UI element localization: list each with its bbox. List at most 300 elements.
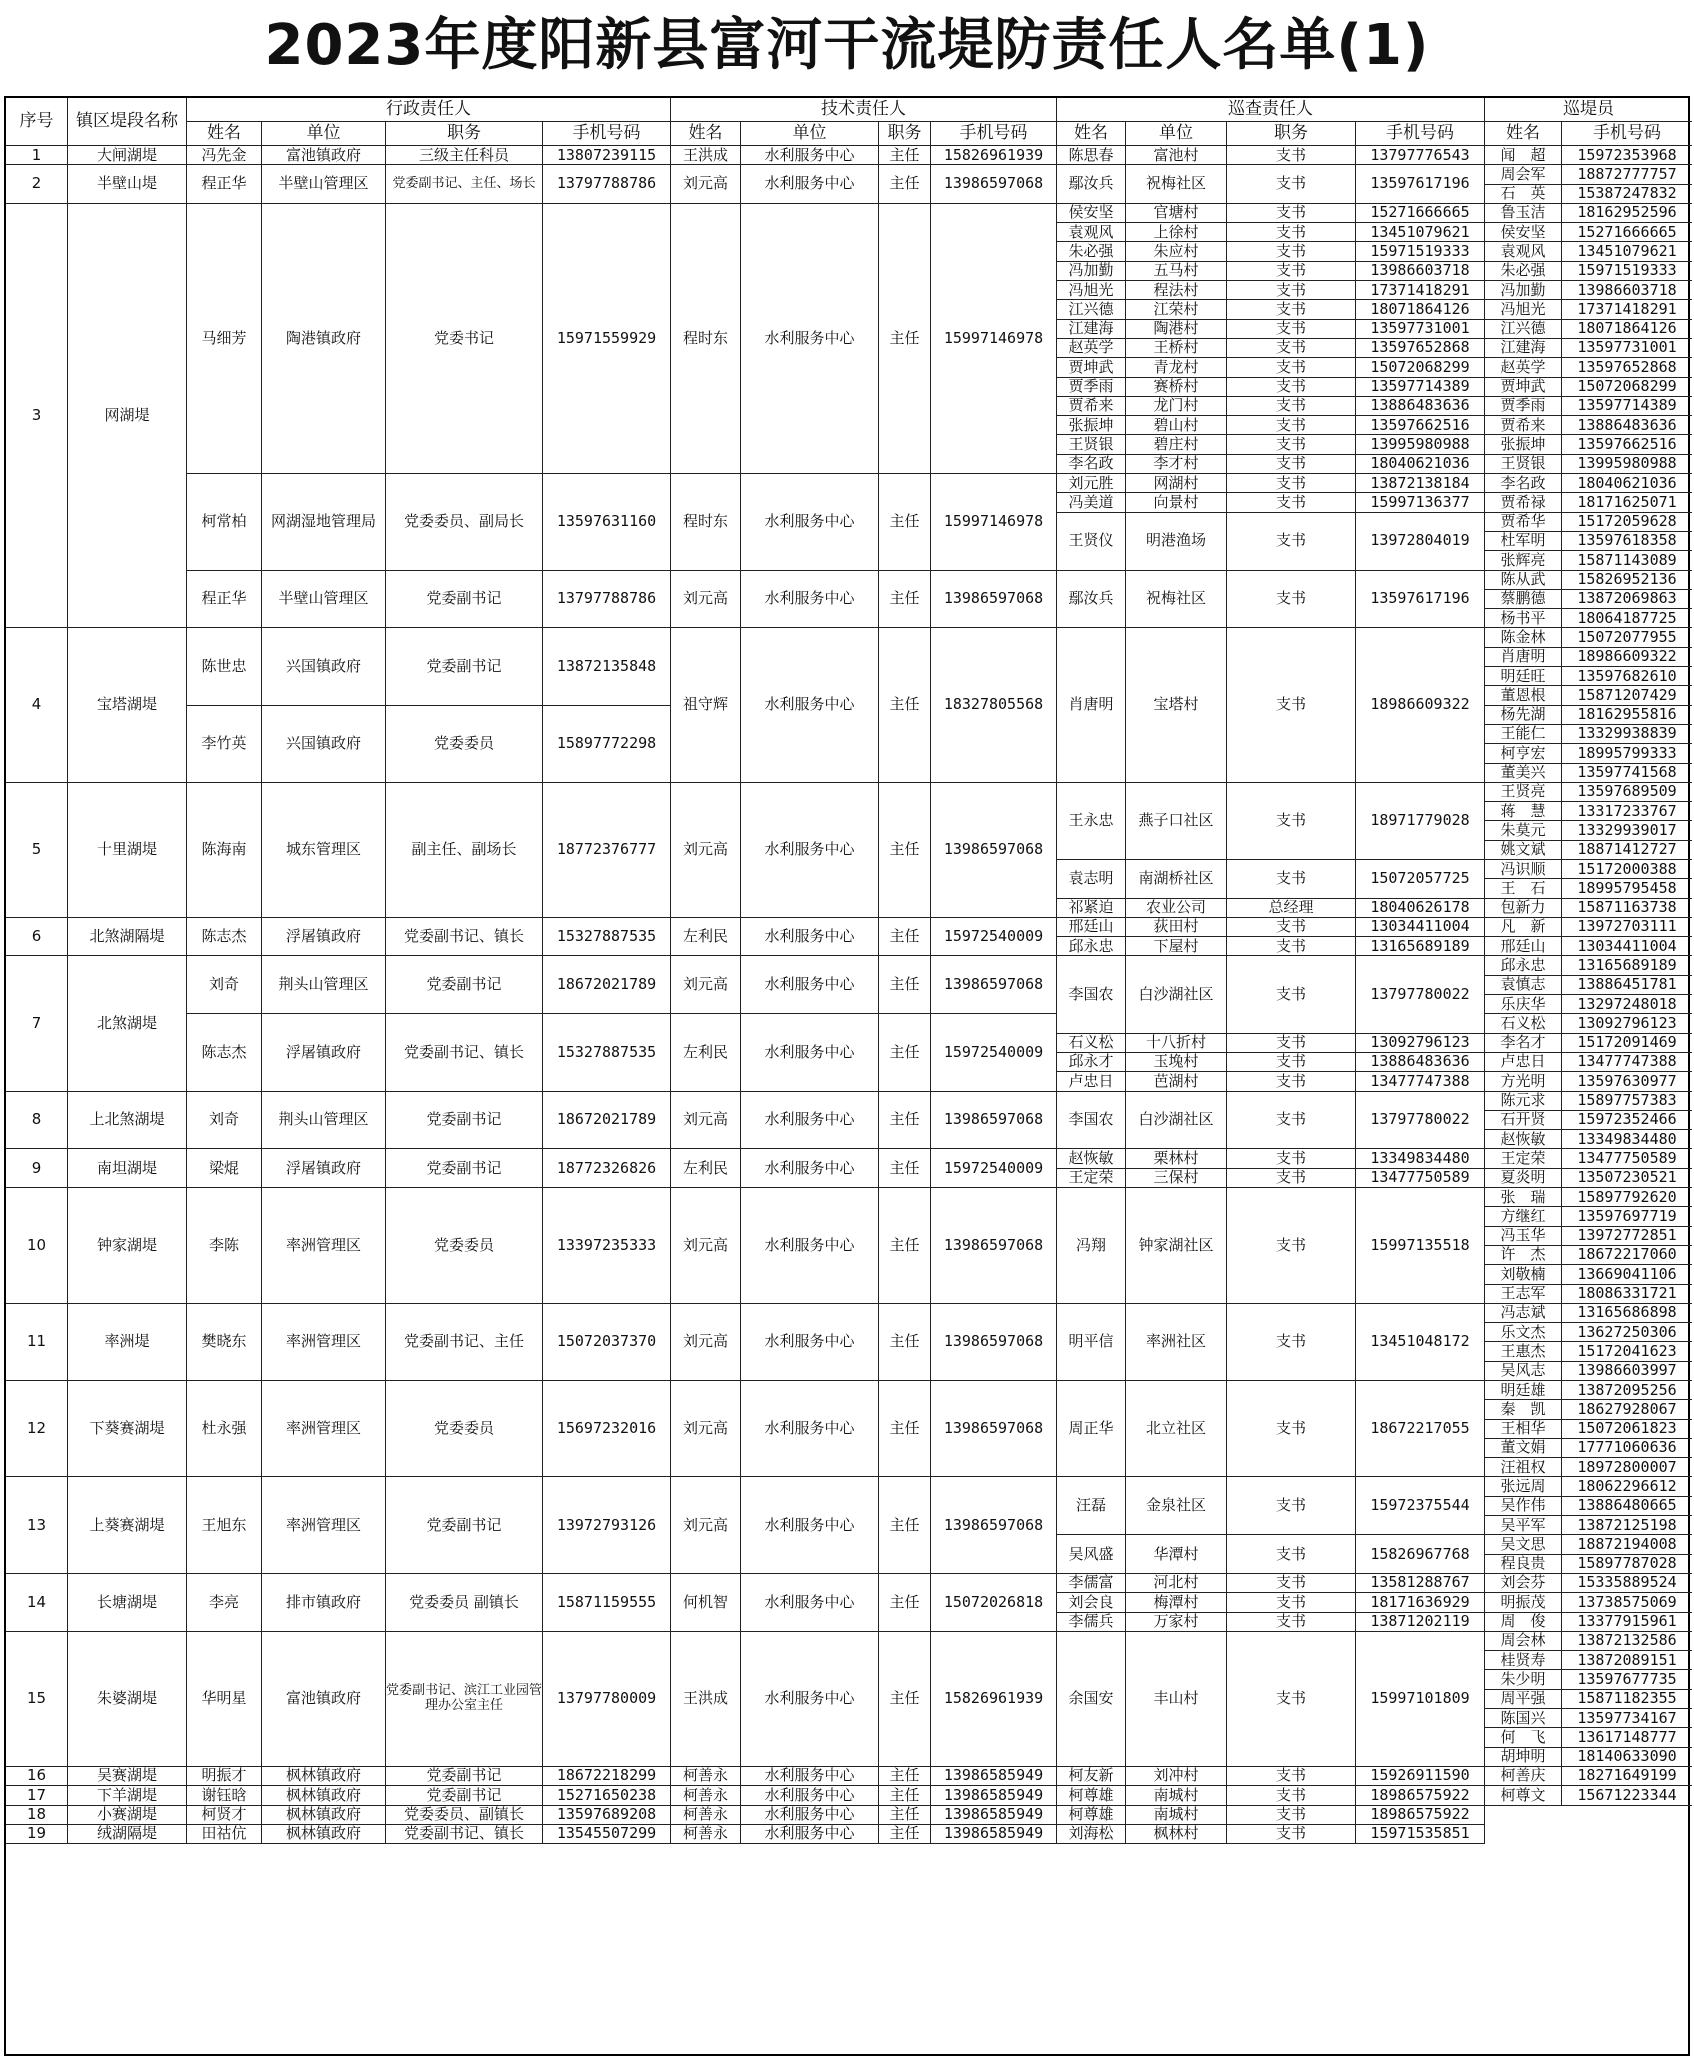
cell-admin-name: 樊晓东	[187, 1304, 262, 1381]
cell-watcher-name: 侯安坚	[1485, 223, 1562, 242]
cell-tech-role: 主任	[879, 1786, 931, 1805]
cell-tech-name: 柯善永	[671, 1806, 741, 1825]
cell-seq: 7	[6, 956, 68, 1091]
cell-seq: 16	[6, 1767, 68, 1786]
cell-watcher-name: 张 瑞	[1485, 1188, 1562, 1207]
cell-patrol-phone: 18040626178	[1356, 899, 1485, 918]
cell-admin-unit: 枫林镇政府	[262, 1786, 386, 1805]
cell-admin-name: 田祜伉	[187, 1825, 262, 1844]
cell-watcher-name: 蔡鹏德	[1485, 590, 1562, 609]
cell-patrol-phone: 15997135518	[1356, 1188, 1485, 1304]
cell-tech-unit: 水利服务中心	[741, 1381, 879, 1477]
cell-tech-phone: 15972540009	[931, 918, 1057, 957]
cell-watcher-name: 刘敬楠	[1485, 1265, 1562, 1284]
cell-patrol-phone: 13597617196	[1356, 571, 1485, 629]
cell-admin-role: 党委副书记	[386, 1767, 543, 1786]
cell-watcher-phone: 15387247832	[1562, 185, 1692, 204]
cell-patrol-unit: 农业公司	[1126, 899, 1227, 918]
cell-levee-name: 下葵赛湖堤	[68, 1381, 187, 1477]
cell-watcher-phone: 18972800007	[1562, 1458, 1692, 1477]
cell-tech-unit: 水利服务中心	[741, 1825, 879, 1844]
cell-patrol-name: 李国农	[1057, 956, 1126, 1033]
cell-admin-role: 党委委员、副局长	[386, 474, 543, 570]
header-admin-role: 职务	[386, 122, 543, 146]
cell-tech-unit: 水利服务中心	[741, 1149, 879, 1188]
cell-tech-role: 主任	[879, 1632, 931, 1767]
cell-tech-phone: 15072026818	[931, 1574, 1057, 1632]
cell-admin-unit: 兴国镇政府	[262, 628, 386, 705]
cell-patrol-name: 冯美道	[1057, 493, 1126, 512]
cell-watcher-name: 杜军明	[1485, 532, 1562, 551]
cell-watcher-phone: 13886483636	[1562, 416, 1692, 435]
cell-tech-phone: 15997146978	[931, 474, 1057, 570]
cell-watcher-phone: 13297248018	[1562, 995, 1692, 1014]
cell-admin-unit: 城东管理区	[262, 783, 386, 918]
cell-watcher-phone: 15072077955	[1562, 628, 1692, 647]
header-watcher-group: 巡堤员	[1485, 98, 1692, 122]
cell-admin-role: 党委副书记	[386, 1092, 543, 1150]
cell-watcher-phone: 13165686898	[1562, 1304, 1692, 1323]
cell-patrol-name: 祁紧迫	[1057, 899, 1126, 918]
cell-watcher-name: 杨先湖	[1485, 706, 1562, 725]
cell-watcher-name: 朱莫元	[1485, 821, 1562, 840]
cell-watcher-name: 冯玉华	[1485, 1227, 1562, 1246]
cell-patrol-phone: 18071864126	[1356, 300, 1485, 319]
cell-watcher-name: 石义松	[1485, 1014, 1562, 1033]
cell-patrol-unit: 江荣村	[1126, 300, 1227, 319]
cell-tech-name: 柯善永	[671, 1767, 741, 1786]
cell-watcher-name: 张振坤	[1485, 435, 1562, 454]
cell-patrol-role: 支书	[1227, 860, 1356, 899]
cell-admin-phone: 18772376777	[543, 783, 671, 918]
header-tech-unit: 单位	[741, 122, 879, 146]
cell-admin-role: 党委副书记	[386, 628, 543, 705]
cell-patrol-name: 卢忠日	[1057, 1072, 1126, 1091]
cell-watcher-phone: 15871143089	[1562, 551, 1692, 570]
cell-patrol-unit: 下屋村	[1126, 937, 1227, 956]
cell-patrol-unit: 南城村	[1126, 1806, 1227, 1825]
cell-watcher-name: 董恩根	[1485, 686, 1562, 705]
cell-admin-role: 副主任、副场长	[386, 783, 543, 918]
cell-watcher-phone: 18162955816	[1562, 706, 1692, 725]
cell-levee-name: 北煞湖堤	[68, 956, 187, 1091]
cell-patrol-unit: 丰山村	[1126, 1632, 1227, 1767]
cell-watcher-phone: 15671223344	[1562, 1786, 1692, 1805]
cell-patrol-role: 支书	[1227, 1632, 1356, 1767]
cell-patrol-role: 支书	[1227, 146, 1356, 165]
cell-patrol-name: 鄢汝兵	[1057, 165, 1126, 204]
cell-seq: 12	[6, 1381, 68, 1477]
cell-patrol-phone: 13477750589	[1356, 1169, 1485, 1188]
cell-watcher-name: 许 杰	[1485, 1246, 1562, 1265]
cell-tech-unit: 水利服务中心	[741, 1092, 879, 1150]
cell-tech-phone: 13986597068	[931, 1477, 1057, 1573]
cell-patrol-role: 支书	[1227, 300, 1356, 319]
cell-watcher-name: 陈从武	[1485, 571, 1562, 590]
cell-tech-unit: 水利服务中心	[741, 204, 879, 474]
cell-watcher-phone: 17771060636	[1562, 1439, 1692, 1458]
cell-watcher-name: 周 俊	[1485, 1613, 1562, 1632]
cell-levee-name: 半壁山堤	[68, 165, 187, 204]
cell-tech-name: 刘元高	[671, 956, 741, 1014]
cell-watcher-phone: 13872125198	[1562, 1516, 1692, 1535]
cell-levee-name: 上葵赛湖堤	[68, 1477, 187, 1573]
cell-levee-name: 绒湖隔堤	[68, 1825, 187, 1844]
cell-levee-name: 上北煞湖堤	[68, 1092, 187, 1150]
cell-patrol-phone: 13886483636	[1356, 1053, 1485, 1072]
cell-levee-name: 宝塔湖堤	[68, 628, 187, 782]
cell-patrol-unit: 白沙湖社区	[1126, 956, 1227, 1033]
cell-admin-unit: 荆头山管理区	[262, 1092, 386, 1150]
cell-watcher-name: 王志军	[1485, 1285, 1562, 1304]
cell-watcher-phone: 13597682610	[1562, 667, 1692, 686]
cell-watcher-phone: 13597630977	[1562, 1072, 1692, 1091]
cell-watcher-phone: 13597618358	[1562, 532, 1692, 551]
cell-patrol-unit: 北立社区	[1126, 1381, 1227, 1477]
cell-patrol-unit: 率洲社区	[1126, 1304, 1227, 1381]
cell-watcher-phone: 15072068299	[1562, 378, 1692, 397]
cell-admin-phone: 13972793126	[543, 1477, 671, 1573]
cell-patrol-role: 支书	[1227, 783, 1356, 860]
cell-watcher-phone: 13597714389	[1562, 397, 1692, 416]
cell-admin-unit: 枫林镇政府	[262, 1806, 386, 1825]
cell-watcher-phone: 13451079621	[1562, 242, 1692, 261]
cell-tech-phone: 13986585949	[931, 1806, 1057, 1825]
cell-watcher-name: 柯尊文	[1485, 1786, 1562, 1805]
cell-watcher-phone: 13597689509	[1562, 783, 1692, 802]
cell-levee-name: 北煞湖隔堤	[68, 918, 187, 957]
cell-watcher-phone: 13886451781	[1562, 976, 1692, 995]
cell-patrol-phone: 15997136377	[1356, 493, 1485, 512]
header-tech-phone: 手机号码	[931, 122, 1057, 146]
cell-admin-phone: 15271650238	[543, 1786, 671, 1805]
cell-watcher-name: 冯加勤	[1485, 281, 1562, 300]
cell-tech-role: 主任	[879, 474, 931, 570]
cell-watcher-name: 李名政	[1485, 474, 1562, 493]
cell-seq: 2	[6, 165, 68, 204]
cell-watcher-phone: 13597697719	[1562, 1207, 1692, 1226]
cell-tech-role: 主任	[879, 1477, 931, 1573]
header-admin-phone: 手机号码	[543, 122, 671, 146]
cell-patrol-unit: 龙门村	[1126, 397, 1227, 416]
cell-admin-unit: 率洲管理区	[262, 1304, 386, 1381]
cell-patrol-role: 支书	[1227, 1072, 1356, 1091]
cell-watcher-phone: 18171625071	[1562, 493, 1692, 512]
cell-patrol-role: 支书	[1227, 1806, 1356, 1825]
cell-patrol-name: 贾希来	[1057, 397, 1126, 416]
cell-admin-phone: 13872135848	[543, 628, 671, 705]
cell-patrol-role: 支书	[1227, 474, 1356, 493]
cell-admin-phone: 13797788786	[543, 165, 671, 204]
cell-patrol-phone: 18986575922	[1356, 1786, 1485, 1805]
cell-admin-phone: 18672218299	[543, 1767, 671, 1786]
cell-tech-unit: 水利服务中心	[741, 1304, 879, 1381]
cell-admin-name: 梁焜	[187, 1149, 262, 1188]
cell-patrol-unit: 上徐村	[1126, 223, 1227, 242]
cell-watcher-name: 王能仁	[1485, 725, 1562, 744]
cell-watcher-phone: 18672217060	[1562, 1246, 1692, 1265]
cell-patrol-unit: 朱应村	[1126, 242, 1227, 261]
cell-tech-role: 主任	[879, 1304, 931, 1381]
cell-tech-name: 刘元高	[671, 165, 741, 204]
cell-patrol-phone: 13972804019	[1356, 513, 1485, 571]
cell-watcher-phone: 15826952136	[1562, 571, 1692, 590]
cell-watcher-phone: 13597652868	[1562, 358, 1692, 377]
cell-patrol-name: 刘海松	[1057, 1825, 1126, 1844]
cell-admin-phone: 13797780009	[543, 1632, 671, 1767]
cell-watcher-name: 贾希华	[1485, 513, 1562, 532]
cell-admin-name: 马细芳	[187, 204, 262, 474]
cell-watcher-name: 方光明	[1485, 1072, 1562, 1091]
cell-patrol-phone: 13451048172	[1356, 1304, 1485, 1381]
cell-patrol-phone: 15072068299	[1356, 358, 1485, 377]
cell-watcher-name: 柯亨宏	[1485, 744, 1562, 763]
cell-patrol-phone: 13034411004	[1356, 918, 1485, 937]
cell-tech-phone: 13986597068	[931, 571, 1057, 629]
cell-admin-name: 程正华	[187, 571, 262, 629]
cell-patrol-name: 冯加勤	[1057, 262, 1126, 281]
cell-tech-unit: 水利服务中心	[741, 1786, 879, 1805]
cell-patrol-role: 支书	[1227, 416, 1356, 435]
cell-admin-unit: 富池镇政府	[262, 146, 386, 165]
cell-patrol-role: 支书	[1227, 1786, 1356, 1805]
cell-watcher-name: 王相华	[1485, 1420, 1562, 1439]
cell-patrol-name: 刘元胜	[1057, 474, 1126, 493]
header-patrol-group: 巡查责任人	[1057, 98, 1485, 122]
cell-watcher-phone: 15971519333	[1562, 262, 1692, 281]
cell-admin-phone: 15897772298	[543, 706, 671, 783]
cell-watcher-name: 董美兴	[1485, 764, 1562, 783]
cell-watcher-name: 柯善庆	[1485, 1767, 1562, 1786]
cell-watcher-phone: 13738575069	[1562, 1593, 1692, 1612]
cell-patrol-name: 柯尊雄	[1057, 1786, 1126, 1805]
cell-patrol-phone: 13451079621	[1356, 223, 1485, 242]
cell-admin-role: 党委书记	[386, 204, 543, 474]
cell-tech-name: 王洪成	[671, 146, 741, 165]
cell-watcher-name: 乐文杰	[1485, 1323, 1562, 1342]
cell-tech-name: 左利民	[671, 1014, 741, 1091]
cell-seq: 13	[6, 1477, 68, 1573]
cell-patrol-unit: 梅潭村	[1126, 1593, 1227, 1612]
cell-watcher-phone: 13165689189	[1562, 956, 1692, 975]
header-patrol-phone: 手机号码	[1356, 122, 1485, 146]
cell-tech-name: 刘元高	[671, 1304, 741, 1381]
cell-tech-unit: 水利服务中心	[741, 918, 879, 957]
cell-patrol-unit: 燕子口社区	[1126, 783, 1227, 860]
cell-watcher-name: 杨书平	[1485, 609, 1562, 628]
cell-tech-name: 刘元高	[671, 1188, 741, 1304]
cell-admin-unit: 枫林镇政府	[262, 1767, 386, 1786]
cell-admin-role: 党委委员 副镇长	[386, 1574, 543, 1632]
cell-patrol-phone: 15926911590	[1356, 1767, 1485, 1786]
cell-patrol-unit: 网湖村	[1126, 474, 1227, 493]
cell-watcher-name: 周会军	[1485, 165, 1562, 184]
cell-admin-unit: 率洲管理区	[262, 1188, 386, 1304]
cell-patrol-role: 支书	[1227, 165, 1356, 204]
cell-tech-name: 左利民	[671, 918, 741, 957]
cell-watcher-name: 董文娟	[1485, 1439, 1562, 1458]
cell-watcher-name: 吴文思	[1485, 1535, 1562, 1554]
cell-admin-unit: 陶港镇政府	[262, 204, 386, 474]
cell-patrol-phone: 15826967768	[1356, 1535, 1485, 1574]
cell-watcher-name: 凡 新	[1485, 918, 1562, 937]
cell-watcher-name: 周平强	[1485, 1690, 1562, 1709]
cell-tech-phone: 15997146978	[931, 204, 1057, 474]
cell-watcher-name: 王贤银	[1485, 455, 1562, 474]
cell-tech-name: 柯善永	[671, 1825, 741, 1844]
cell-watcher-phone: 18986609322	[1562, 648, 1692, 667]
cell-patrol-name: 李名政	[1057, 455, 1126, 474]
cell-admin-role: 党委副书记	[386, 1786, 543, 1805]
header-tech-name: 姓名	[671, 122, 741, 146]
cell-patrol-role: 支书	[1227, 223, 1356, 242]
header-seq: 序号	[6, 98, 68, 146]
cell-watcher-phone: 17371418291	[1562, 300, 1692, 319]
cell-patrol-phone: 13349834480	[1356, 1149, 1485, 1168]
cell-watcher-name: 张远周	[1485, 1477, 1562, 1496]
cell-watcher-name: 贾季雨	[1485, 397, 1562, 416]
cell-watcher-name: 桂贤寿	[1485, 1651, 1562, 1670]
cell-admin-phone: 13597689208	[543, 1806, 671, 1825]
cell-patrol-role: 支书	[1227, 455, 1356, 474]
cell-tech-unit: 水利服务中心	[741, 1477, 879, 1573]
cell-patrol-name: 冯翔	[1057, 1188, 1126, 1304]
cell-patrol-phone: 13597652868	[1356, 339, 1485, 358]
cell-tech-unit: 水利服务中心	[741, 571, 879, 629]
cell-patrol-role: 支书	[1227, 1169, 1356, 1188]
cell-patrol-role: 支书	[1227, 281, 1356, 300]
cell-tech-role: 主任	[879, 1149, 931, 1188]
cell-patrol-role: 总经理	[1227, 899, 1356, 918]
cell-watcher-name: 王惠杰	[1485, 1342, 1562, 1361]
cell-admin-unit: 浮屠镇政府	[262, 1014, 386, 1091]
cell-tech-unit: 水利服务中心	[741, 628, 879, 782]
cell-patrol-phone: 13165689189	[1356, 937, 1485, 956]
cell-patrol-role: 支书	[1227, 1188, 1356, 1304]
header-patrol-name: 姓名	[1057, 122, 1126, 146]
cell-patrol-phone: 15971535851	[1356, 1825, 1485, 1844]
cell-tech-name: 刘元高	[671, 571, 741, 629]
cell-watcher-name: 石开贤	[1485, 1111, 1562, 1130]
cell-watcher-name: 石 英	[1485, 185, 1562, 204]
cell-levee-name: 吴赛湖堤	[68, 1767, 187, 1786]
cell-admin-name: 陈海南	[187, 783, 262, 918]
cell-watcher-name: 明廷雄	[1485, 1381, 1562, 1400]
cell-patrol-phone: 13872138184	[1356, 474, 1485, 493]
cell-watcher-phone: 13507230521	[1562, 1169, 1692, 1188]
cell-tech-role: 主任	[879, 628, 931, 782]
cell-patrol-unit: 华潭村	[1126, 1535, 1227, 1574]
cell-admin-phone: 15697232016	[543, 1381, 671, 1477]
cell-seq: 6	[6, 918, 68, 957]
cell-admin-unit: 率洲管理区	[262, 1381, 386, 1477]
cell-watcher-name: 明廷旺	[1485, 667, 1562, 686]
cell-tech-role: 主任	[879, 1092, 931, 1150]
cell-watcher-name: 包新力	[1485, 899, 1562, 918]
cell-watcher-name: 张辉亮	[1485, 551, 1562, 570]
cell-patrol-role: 支书	[1227, 378, 1356, 397]
cell-watcher-name: 鲁玉洁	[1485, 204, 1562, 223]
cell-patrol-role: 支书	[1227, 1593, 1356, 1612]
cell-watcher-name: 姚文斌	[1485, 841, 1562, 860]
cell-admin-role: 党委副书记	[386, 956, 543, 1014]
cell-watcher-name: 袁慎志	[1485, 976, 1562, 995]
cell-tech-name: 祖守辉	[671, 628, 741, 782]
cell-tech-phone: 13986585949	[931, 1786, 1057, 1805]
header-tech-group: 技术责任人	[671, 98, 1057, 122]
cell-seq: 17	[6, 1786, 68, 1805]
cell-tech-phone: 18327805568	[931, 628, 1057, 782]
cell-seq: 8	[6, 1092, 68, 1150]
cell-admin-role: 党委委员	[386, 1381, 543, 1477]
cell-watcher-phone: 15172000388	[1562, 860, 1692, 879]
cell-admin-phone: 13545507299	[543, 1825, 671, 1844]
cell-watcher-phone: 18071864126	[1562, 320, 1692, 339]
cell-patrol-role: 支书	[1227, 1825, 1356, 1844]
cell-patrol-unit: 碧山村	[1126, 416, 1227, 435]
cell-tech-unit: 水利服务中心	[741, 1806, 879, 1825]
cell-watcher-phone: 13872089151	[1562, 1651, 1692, 1670]
cell-watcher-phone: 13349834480	[1562, 1130, 1692, 1149]
cell-patrol-unit: 程法村	[1126, 281, 1227, 300]
cell-admin-role: 党委委员	[386, 706, 543, 783]
cell-patrol-role: 支书	[1227, 628, 1356, 782]
cell-tech-unit: 水利服务中心	[741, 474, 879, 570]
header-tech-role: 职务	[879, 122, 931, 146]
cell-watcher-name: 王定荣	[1485, 1149, 1562, 1168]
cell-seq: 19	[6, 1825, 68, 1844]
cell-tech-name: 程时东	[671, 204, 741, 474]
cell-patrol-name: 邱永忠	[1057, 937, 1126, 956]
cell-admin-unit: 排市镇政府	[262, 1574, 386, 1632]
cell-watcher-name: 何 飞	[1485, 1728, 1562, 1747]
cell-patrol-name: 石义松	[1057, 1034, 1126, 1053]
cell-tech-role: 主任	[879, 1188, 931, 1304]
cell-patrol-name: 赵英学	[1057, 339, 1126, 358]
cell-admin-phone: 18672021789	[543, 956, 671, 1014]
cell-watcher-name: 吴作伟	[1485, 1497, 1562, 1516]
page-title: 2023年度阳新县富河干流堤防责任人名单(1)	[264, 13, 1430, 78]
cell-tech-phone: 15826961939	[931, 1632, 1057, 1767]
cell-patrol-unit: 栗林村	[1126, 1149, 1227, 1168]
cell-patrol-phone: 13797780022	[1356, 1092, 1485, 1150]
cell-patrol-unit: 芭湖村	[1126, 1072, 1227, 1091]
cell-watcher-phone: 18271649199	[1562, 1767, 1692, 1786]
cell-admin-name: 谢钰晗	[187, 1786, 262, 1805]
cell-seq: 5	[6, 783, 68, 918]
cell-patrol-name: 李儒富	[1057, 1574, 1126, 1593]
cell-tech-role: 主任	[879, 1767, 931, 1786]
cell-admin-name: 刘奇	[187, 956, 262, 1014]
cell-levee-name: 长塘湖堤	[68, 1574, 187, 1632]
cell-patrol-role: 支书	[1227, 1381, 1356, 1477]
cell-patrol-phone: 13477747388	[1356, 1072, 1485, 1091]
cell-patrol-unit: 荻田村	[1126, 918, 1227, 937]
cell-watcher-phone: 13617148777	[1562, 1728, 1692, 1747]
cell-patrol-name: 陈思春	[1057, 146, 1126, 165]
cell-watcher-name: 夏炎明	[1485, 1169, 1562, 1188]
cell-watcher-name: 江建海	[1485, 339, 1562, 358]
cell-tech-unit: 水利服务中心	[741, 165, 879, 204]
cell-watcher-name: 胡坤明	[1485, 1748, 1562, 1767]
cell-watcher-name: 刘会芬	[1485, 1574, 1562, 1593]
cell-admin-name: 明振才	[187, 1767, 262, 1786]
cell-patrol-unit: 青龙村	[1126, 358, 1227, 377]
cell-watcher-phone: 15897787028	[1562, 1555, 1692, 1574]
cell-patrol-role: 支书	[1227, 1535, 1356, 1574]
cell-watcher-phone: 15972352466	[1562, 1111, 1692, 1130]
cell-seq: 4	[6, 628, 68, 782]
